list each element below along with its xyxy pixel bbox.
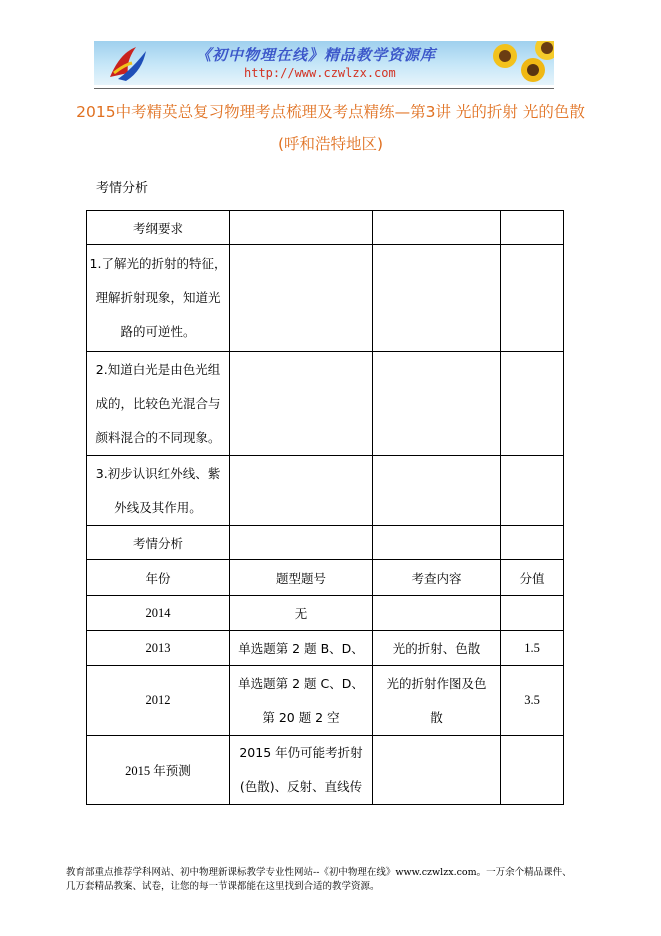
column-header: 分值 (501, 560, 564, 596)
type-cell: 单选题第 2 题 B、D、 (230, 631, 373, 666)
score-cell: 3.5 (501, 666, 564, 736)
type-cell: 2015 年仍可能考折射 (色散)、反射、直线传 (230, 736, 373, 805)
table-row (87, 631, 564, 666)
year-cell: 2013 (87, 631, 230, 666)
table-row (87, 736, 564, 805)
table-row (87, 526, 564, 560)
header-banner (94, 41, 554, 85)
requirement-cell: 3.初步认识红外线、紫 外线及其作用。 (87, 456, 230, 526)
table-row (87, 596, 564, 631)
column-header: 年份 (87, 560, 230, 596)
year-cell: 2015 年预测 (87, 736, 230, 805)
header-rule (94, 88, 554, 89)
sunflower-icon (492, 43, 518, 69)
footer-line: 教育部重点推荐学科网站、初中物理新课标教学专业性网站--《初中物理在线》www.czwlzx.com。一万余个精品课件、 (66, 867, 572, 878)
banner-url[interactable]: http://www.czwlzx.com (244, 66, 396, 80)
year-cell: 2012 (87, 666, 230, 736)
banner-title: 《初中物理在线》精品教学资源库 (196, 46, 437, 64)
table-row (87, 352, 564, 456)
content-cell: 光的折射作图及色 散 (373, 666, 501, 736)
sunflower-icon (534, 41, 554, 61)
table-row (87, 666, 564, 736)
site-logo-icon (106, 43, 150, 83)
footer-line: 几万套精品教案、试卷，让您的每一节课都能在这里找到合适的教学资源。 (66, 881, 380, 892)
content-cell: 光的折射、色散 (373, 631, 501, 666)
table-header-row (87, 560, 564, 596)
header-cell: 考纲要求 (87, 211, 230, 245)
header-cell: 考情分析 (87, 526, 230, 560)
document-subtitle: (呼和浩特地区) (277, 135, 384, 153)
score-cell: 1.5 (501, 631, 564, 666)
column-header: 考查内容 (373, 560, 501, 596)
document-title: 2015中考精英总复习物理考点梳理及考点精练—第3讲 光的折射 光的色散 (76, 103, 585, 121)
page-footer (66, 866, 606, 894)
type-cell: 单选题第 2 题 C、D、 第 20 题 2 空 (230, 666, 373, 736)
table-row (87, 211, 564, 245)
type-cell: 无 (230, 596, 373, 631)
section-heading: 考情分析 (96, 181, 149, 196)
exam-table (86, 210, 564, 805)
table-row (87, 245, 564, 352)
table-row (87, 456, 564, 526)
requirement-cell: 2.知道白光是由色光组 成的，比较色光混合与 颜料混合的不同现象。 (87, 352, 230, 456)
column-header: 题型题号 (230, 560, 373, 596)
year-cell: 2014 (87, 596, 230, 631)
requirement-cell: 1.了解光的折射的特征， 理解折射现象，知道光 路的可逆性。 (87, 245, 230, 352)
